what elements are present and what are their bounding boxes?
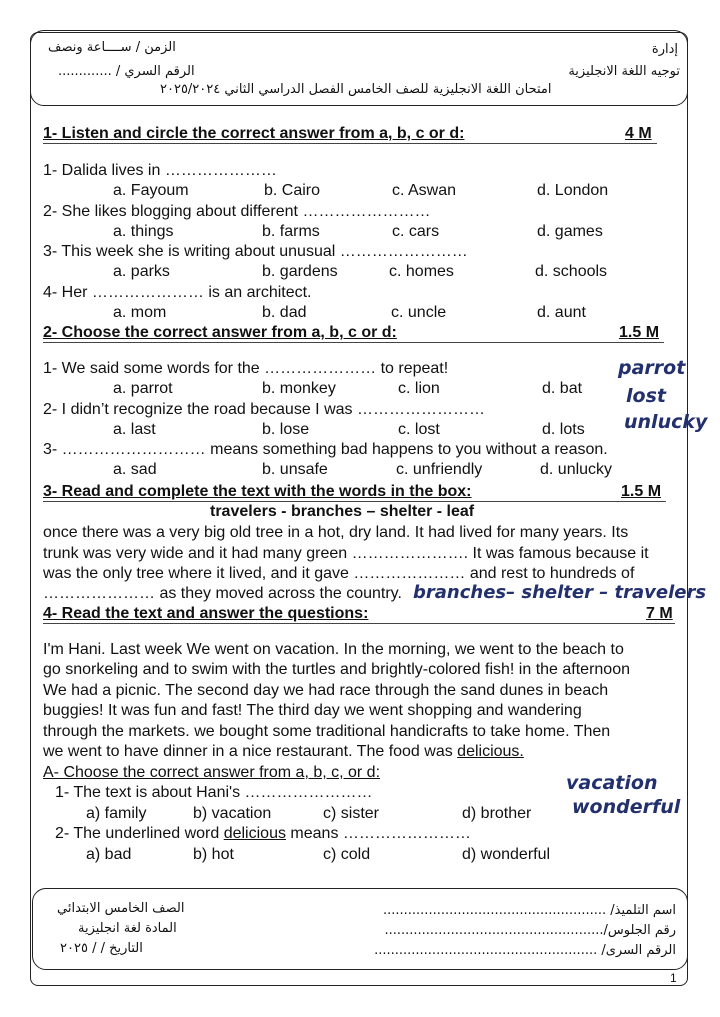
q1-opt-2b: b. farms — [262, 223, 320, 240]
q4-handwritten-answer-1: vacation — [566, 772, 658, 794]
header-department: توجيه اللغة الانجليزية — [568, 64, 680, 79]
q2-opt-2b: b. lose — [262, 421, 310, 438]
q3-text-line-1: once there was a very big old tree in a hot, dry land. It had lived for many years. Its — [43, 524, 629, 541]
q1-opt-1c: c. Aswan — [392, 182, 457, 199]
q4-stem-2-word: delicious — [223, 825, 286, 842]
footer-secret-number: الرقم السرى/ ...................................................... — [374, 943, 676, 958]
q1-opt-3c: c. homes — [389, 263, 454, 280]
q4-sub-heading: A- Choose the correct answer from a, b, c, or d: — [43, 764, 381, 781]
q1-opt-2d: d. games — [537, 223, 603, 240]
q2-opt-3c: c. unfriendly — [396, 461, 483, 478]
q2-opt-2d: d. lots — [542, 421, 585, 438]
q2-opt-1c: c. lion — [398, 380, 440, 397]
q3-handwritten-answer: branches– shelter – travelers — [413, 582, 707, 603]
q2-handwritten-answer-2: lost — [626, 385, 666, 407]
q4-opt-1b: b) vacation — [193, 805, 272, 822]
footer-seat-number: رقم الجلوس/..................................................... — [384, 923, 676, 938]
q1-opt-4d: d. aunt — [537, 304, 586, 321]
q2-opt-3d: d. unlucky — [540, 461, 613, 478]
q1-opt-2a: a. things — [113, 223, 174, 240]
exam-title: امتحان اللغة الانجليزية للصف الخامس الفصل الدراسي الثاني ٢٠٢٥/٢٠٢٤ — [160, 82, 552, 97]
q1-stem-3: 3- This week she is writing about unusual …………………… — [43, 243, 468, 260]
q4-text-line-6-start: we went to have dinner in a nice restaurant. The food was — [43, 743, 458, 760]
q4-heading-underline — [43, 623, 675, 624]
header-seat-number: الرقم السري / ............. — [58, 64, 195, 79]
q4-opt-2b: b) hot — [193, 846, 234, 863]
q2-opt-3a: a. sad — [113, 461, 157, 478]
q3-marks: 1.5 M — [621, 483, 662, 500]
header-time: الزمن / ســــاعة ونصف — [48, 40, 176, 55]
q2-opt-1d: d. bat — [542, 380, 583, 397]
q2-opt-1a: a. parrot — [113, 380, 173, 397]
q1-opt-1a: a. Fayoum — [113, 182, 189, 199]
q1-stem-1: 1- Dalida lives in ………………… — [43, 162, 277, 179]
q4-text-line-4: buggies! It was fun and fast! The third day we went shopping and wandering — [43, 702, 582, 719]
q1-opt-4c: c. uncle — [391, 304, 447, 321]
q4-handwritten-answer-2: wonderful — [572, 796, 681, 818]
q3-text-line-4: ………………… as they moved across the country. — [43, 585, 402, 602]
q4-opt-2c: c) cold — [323, 846, 371, 863]
q4-opt-2a: a) bad — [86, 846, 132, 863]
q2-handwritten-answer-3: unlucky — [624, 411, 708, 433]
footer-subject: المادة لغة انجليزية — [78, 921, 177, 936]
q2-handwritten-answer-1: parrot — [618, 357, 686, 379]
q1-marks: 4 M — [625, 125, 652, 142]
q4-opt-1c: c) sister — [323, 805, 379, 822]
q4-opt-1a: a) family — [86, 805, 147, 822]
q1-heading: 1- Listen and circle the correct answer from a, b, c or d: — [43, 125, 465, 142]
q4-text-line-2: go snorkeling and to swim with the turtles and brightly-colored fish! in the afternoon — [43, 661, 630, 678]
q2-marks: 1.5 M — [619, 324, 660, 341]
q4-marks: 7 M — [646, 605, 673, 622]
q4-text-line-5: through the markets. we bought some traditional handicrafts to take home. Then — [43, 723, 611, 740]
q1-opt-3b: b. gardens — [262, 263, 338, 280]
q3-text-line-3: was the only tree where it lived, and it gave ………………… and rest to hundreds of — [43, 565, 635, 582]
q2-heading: 2- Choose the correct answer from a, b, c or d: — [43, 324, 397, 341]
q2-heading-underline — [43, 342, 664, 343]
q4-stem-2-end: means …………………… — [285, 825, 471, 842]
q1-opt-4a: a. mom — [113, 304, 167, 321]
q1-heading-underline — [43, 143, 657, 144]
q4-stem-1: 1- The text is about Hani's …………………… — [55, 784, 373, 801]
q4-stem-2-start: 2- The underlined word — [55, 825, 224, 842]
footer-date: التاريخ / / ٢٠٢٥ — [60, 941, 143, 956]
header-admin: إدارة — [651, 42, 678, 57]
q2-opt-1b: b. monkey — [262, 380, 336, 397]
q1-opt-1b: b. Cairo — [264, 182, 321, 199]
footer-student-name: اسم التلميذ/ ...................................................... — [382, 903, 676, 918]
q1-opt-3a: a. parks — [113, 263, 170, 280]
q4-text-line-1: I'm Hani. Last week We went on vacation. In the morning, we went to the beach to — [43, 641, 624, 658]
footer-grade: الصف الخامس الابتدائي — [57, 901, 185, 916]
q4-opt-2d: d) wonderful — [462, 846, 551, 863]
q1-opt-2c: c. cars — [392, 223, 440, 240]
q2-opt-3b: b. unsafe — [262, 461, 328, 478]
q4-underlined-word: delicious. — [457, 743, 524, 760]
q1-stem-2: 2- She likes blogging about different …………………… — [43, 203, 431, 220]
q2-stem-1: 1- We said some words for the ………………… to repeat! — [43, 360, 449, 377]
q4-text-line-3: We had a picnic. The second day we had race through the sand dunes in beach — [43, 682, 609, 699]
q3-word-box: travelers - branches – shelter - leaf — [210, 503, 475, 520]
q2-opt-2c: c. lost — [398, 421, 440, 438]
q3-text-line-2: trunk was very wide and it had many green …………………. It was famous because it — [43, 545, 649, 562]
q2-stem-2: 2- I didn’t recognize the road because I was …………………… — [43, 401, 485, 418]
q4-opt-1d: d) brother — [462, 805, 532, 822]
q3-heading: 3- Read and complete the text with the words in the box: — [43, 483, 472, 500]
q1-opt-3d: d. schools — [535, 263, 608, 280]
q4-stem-2 — [55, 824, 471, 844]
q1-stem-4: 4- Her ………………… is an architect. — [43, 284, 312, 301]
q1-opt-4b: b. dad — [262, 304, 307, 321]
page-number: 1 — [670, 971, 677, 985]
q2-opt-2a: a. last — [113, 421, 156, 438]
q2-stem-3: 3- ……………………… means something bad happens to you without a reason. — [43, 441, 608, 458]
q4-text-line-6 — [43, 742, 524, 762]
q1-opt-1d: d. London — [537, 182, 609, 199]
q4-heading: 4- Read the text and answer the questions: — [43, 605, 369, 622]
